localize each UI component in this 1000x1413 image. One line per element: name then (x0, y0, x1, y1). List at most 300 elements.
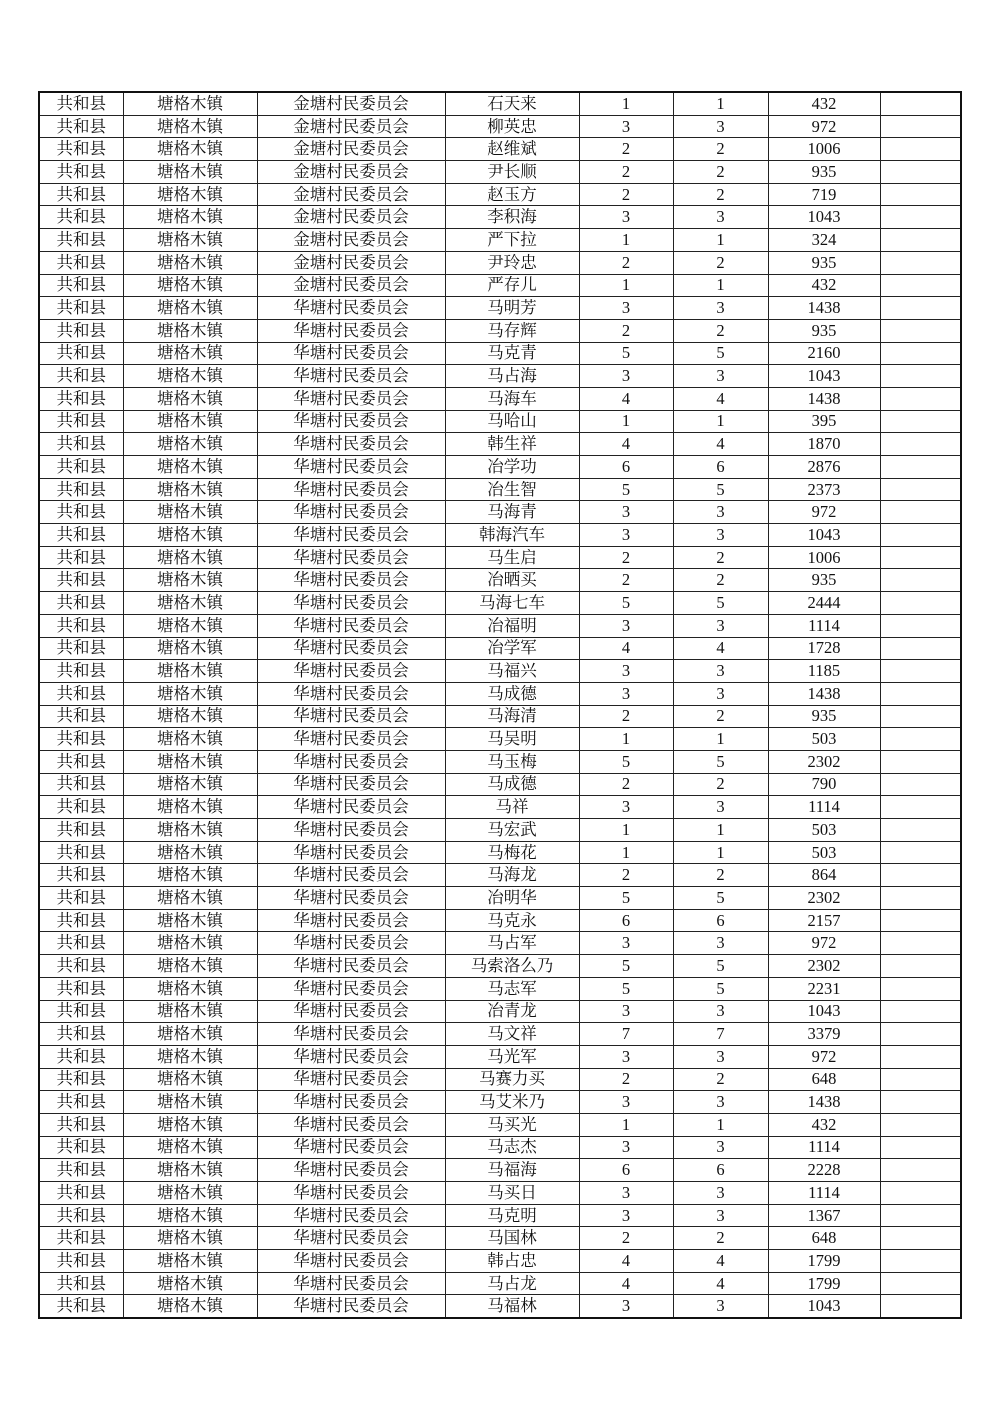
town-cell: 塘格木镇 (123, 614, 257, 637)
remark-cell (880, 682, 961, 705)
household-count-cell: 2 (579, 773, 673, 796)
village-committee-cell: 华塘村民委员会 (257, 546, 445, 569)
amount-cell: 2228 (768, 1159, 880, 1182)
person-count-cell: 1 (673, 229, 768, 252)
village-committee-cell: 华塘村民委员会 (257, 1159, 445, 1182)
county-cell: 共和县 (39, 1227, 123, 1250)
household-count-cell: 2 (579, 864, 673, 887)
county-cell: 共和县 (39, 410, 123, 433)
county-cell: 共和县 (39, 1295, 123, 1318)
village-committee-cell: 华塘村民委员会 (257, 592, 445, 615)
table-row (39, 501, 961, 524)
amount-cell: 935 (768, 569, 880, 592)
village-committee-cell: 金塘村民委员会 (257, 138, 445, 161)
amount-cell: 503 (768, 819, 880, 842)
person-count-cell: 2 (673, 705, 768, 728)
person-count-cell: 4 (673, 1272, 768, 1295)
household-count-cell: 3 (579, 1136, 673, 1159)
table-row (39, 1250, 961, 1273)
household-count-cell: 2 (579, 319, 673, 342)
amount-cell: 1114 (768, 1182, 880, 1205)
name-cell: 马国林 (445, 1227, 579, 1250)
amount-cell: 1728 (768, 637, 880, 660)
person-count-cell: 5 (673, 342, 768, 365)
name-cell: 李积海 (445, 206, 579, 229)
village-committee-cell: 华塘村民委员会 (257, 387, 445, 410)
household-count-cell: 3 (579, 1091, 673, 1114)
person-count-cell: 1 (673, 92, 768, 115)
town-cell: 塘格木镇 (123, 546, 257, 569)
name-cell: 马海青 (445, 501, 579, 524)
town-cell: 塘格木镇 (123, 819, 257, 842)
household-count-cell: 4 (579, 387, 673, 410)
name-cell: 马宏武 (445, 819, 579, 842)
town-cell: 塘格木镇 (123, 728, 257, 751)
remark-cell (880, 1023, 961, 1046)
village-committee-cell: 金塘村民委员会 (257, 274, 445, 297)
town-cell: 塘格木镇 (123, 92, 257, 115)
county-cell: 共和县 (39, 796, 123, 819)
county-cell: 共和县 (39, 1091, 123, 1114)
village-committee-cell: 华塘村民委员会 (257, 1045, 445, 1068)
remark-cell (880, 614, 961, 637)
remark-cell (880, 932, 961, 955)
town-cell: 塘格木镇 (123, 569, 257, 592)
person-count-cell: 2 (673, 1068, 768, 1091)
town-cell: 塘格木镇 (123, 1295, 257, 1318)
table-row (39, 546, 961, 569)
household-count-cell: 1 (579, 92, 673, 115)
person-count-cell: 2 (673, 183, 768, 206)
table-row (39, 1045, 961, 1068)
household-count-cell: 5 (579, 342, 673, 365)
household-count-cell: 1 (579, 841, 673, 864)
remark-cell (880, 819, 961, 842)
county-cell: 共和县 (39, 546, 123, 569)
household-count-cell: 5 (579, 977, 673, 1000)
remark-cell (880, 206, 961, 229)
county-cell: 共和县 (39, 977, 123, 1000)
amount-cell: 1799 (768, 1272, 880, 1295)
household-count-cell: 2 (579, 138, 673, 161)
county-cell: 共和县 (39, 524, 123, 547)
town-cell: 塘格木镇 (123, 524, 257, 547)
table-body (39, 92, 961, 1318)
town-cell: 塘格木镇 (123, 887, 257, 910)
remark-cell (880, 864, 961, 887)
village-committee-cell: 华塘村民委员会 (257, 433, 445, 456)
name-cell: 冶福明 (445, 614, 579, 637)
name-cell: 柳英忠 (445, 115, 579, 138)
village-committee-cell: 华塘村民委员会 (257, 1023, 445, 1046)
remark-cell (880, 1113, 961, 1136)
remark-cell (880, 1091, 961, 1114)
amount-cell: 1367 (768, 1204, 880, 1227)
table-row (39, 909, 961, 932)
county-cell: 共和县 (39, 887, 123, 910)
table-row (39, 1182, 961, 1205)
household-count-cell: 3 (579, 1295, 673, 1318)
county-cell: 共和县 (39, 92, 123, 115)
county-cell: 共和县 (39, 501, 123, 524)
name-cell: 马文祥 (445, 1023, 579, 1046)
remark-cell (880, 342, 961, 365)
village-committee-cell: 金塘村民委员会 (257, 229, 445, 252)
amount-cell: 503 (768, 728, 880, 751)
amount-cell: 2157 (768, 909, 880, 932)
remark-cell (880, 92, 961, 115)
village-committee-cell: 华塘村民委员会 (257, 524, 445, 547)
village-committee-cell: 金塘村民委员会 (257, 183, 445, 206)
person-count-cell: 3 (673, 1000, 768, 1023)
town-cell: 塘格木镇 (123, 1136, 257, 1159)
town-cell: 塘格木镇 (123, 387, 257, 410)
name-cell: 马占海 (445, 365, 579, 388)
remark-cell (880, 1000, 961, 1023)
name-cell: 马存辉 (445, 319, 579, 342)
town-cell: 塘格木镇 (123, 1159, 257, 1182)
household-count-cell: 3 (579, 501, 673, 524)
county-cell: 共和县 (39, 1113, 123, 1136)
remark-cell (880, 524, 961, 547)
amount-cell: 1043 (768, 1000, 880, 1023)
town-cell: 塘格木镇 (123, 864, 257, 887)
person-count-cell: 5 (673, 977, 768, 1000)
town-cell: 塘格木镇 (123, 161, 257, 184)
table-row (39, 251, 961, 274)
remark-cell (880, 478, 961, 501)
remark-cell (880, 977, 961, 1000)
remark-cell (880, 1068, 961, 1091)
name-cell: 马海七车 (445, 592, 579, 615)
person-count-cell: 1 (673, 841, 768, 864)
village-committee-cell: 华塘村民委员会 (257, 501, 445, 524)
person-count-cell: 2 (673, 251, 768, 274)
household-count-cell: 4 (579, 433, 673, 456)
household-count-cell: 5 (579, 592, 673, 615)
name-cell: 马志杰 (445, 1136, 579, 1159)
person-count-cell: 2 (673, 569, 768, 592)
person-count-cell: 4 (673, 433, 768, 456)
household-count-cell: 3 (579, 206, 673, 229)
town-cell: 塘格木镇 (123, 660, 257, 683)
county-cell: 共和县 (39, 342, 123, 365)
table-row (39, 773, 961, 796)
village-committee-cell: 华塘村民委员会 (257, 410, 445, 433)
person-count-cell: 5 (673, 478, 768, 501)
village-committee-cell: 金塘村民委员会 (257, 92, 445, 115)
table-row (39, 1136, 961, 1159)
village-committee-cell: 华塘村民委员会 (257, 977, 445, 1000)
household-count-cell: 3 (579, 682, 673, 705)
town-cell: 塘格木镇 (123, 319, 257, 342)
household-count-cell: 1 (579, 728, 673, 751)
table-row (39, 206, 961, 229)
remark-cell (880, 841, 961, 864)
table-row (39, 660, 961, 683)
name-cell: 冶学功 (445, 456, 579, 479)
amount-cell: 648 (768, 1227, 880, 1250)
person-count-cell: 3 (673, 1045, 768, 1068)
county-cell: 共和县 (39, 614, 123, 637)
amount-cell: 648 (768, 1068, 880, 1091)
name-cell: 冶晒买 (445, 569, 579, 592)
county-cell: 共和县 (39, 433, 123, 456)
county-cell: 共和县 (39, 682, 123, 705)
remark-cell (880, 115, 961, 138)
remark-cell (880, 1227, 961, 1250)
household-count-cell: 6 (579, 909, 673, 932)
household-count-cell: 2 (579, 183, 673, 206)
village-committee-cell: 华塘村民委员会 (257, 660, 445, 683)
village-committee-cell: 华塘村民委员会 (257, 614, 445, 637)
county-cell: 共和县 (39, 229, 123, 252)
person-count-cell: 3 (673, 501, 768, 524)
village-committee-cell: 华塘村民委员会 (257, 1091, 445, 1114)
remark-cell (880, 501, 961, 524)
person-count-cell: 2 (673, 161, 768, 184)
subsidy-table (38, 91, 962, 1319)
village-committee-cell: 华塘村民委员会 (257, 796, 445, 819)
remark-cell (880, 592, 961, 615)
person-count-cell: 6 (673, 1159, 768, 1182)
person-count-cell: 3 (673, 1182, 768, 1205)
town-cell: 塘格木镇 (123, 501, 257, 524)
table-row (39, 1000, 961, 1023)
amount-cell: 1438 (768, 297, 880, 320)
table-row (39, 138, 961, 161)
household-count-cell: 1 (579, 1113, 673, 1136)
amount-cell: 1870 (768, 433, 880, 456)
table-row (39, 1113, 961, 1136)
name-cell: 石天来 (445, 92, 579, 115)
table-row (39, 1295, 961, 1318)
person-count-cell: 3 (673, 682, 768, 705)
remark-cell (880, 365, 961, 388)
remark-cell (880, 251, 961, 274)
remark-cell (880, 546, 961, 569)
name-cell: 马成德 (445, 682, 579, 705)
household-count-cell: 5 (579, 955, 673, 978)
amount-cell: 1114 (768, 1136, 880, 1159)
town-cell: 塘格木镇 (123, 206, 257, 229)
name-cell: 冶学军 (445, 637, 579, 660)
amount-cell: 2373 (768, 478, 880, 501)
name-cell: 马志军 (445, 977, 579, 1000)
county-cell: 共和县 (39, 138, 123, 161)
person-count-cell: 1 (673, 728, 768, 751)
county-cell: 共和县 (39, 728, 123, 751)
village-committee-cell: 华塘村民委员会 (257, 342, 445, 365)
table-row (39, 456, 961, 479)
remark-cell (880, 183, 961, 206)
town-cell: 塘格木镇 (123, 1227, 257, 1250)
household-count-cell: 1 (579, 229, 673, 252)
person-count-cell: 3 (673, 1204, 768, 1227)
household-count-cell: 3 (579, 1204, 673, 1227)
town-cell: 塘格木镇 (123, 592, 257, 615)
town-cell: 塘格木镇 (123, 955, 257, 978)
amount-cell: 972 (768, 501, 880, 524)
remark-cell (880, 1182, 961, 1205)
village-committee-cell: 华塘村民委员会 (257, 819, 445, 842)
town-cell: 塘格木镇 (123, 841, 257, 864)
town-cell: 塘格木镇 (123, 229, 257, 252)
household-count-cell: 7 (579, 1023, 673, 1046)
table-row (39, 977, 961, 1000)
amount-cell: 432 (768, 1113, 880, 1136)
remark-cell (880, 1136, 961, 1159)
remark-cell (880, 728, 961, 751)
table-row (39, 161, 961, 184)
village-committee-cell: 金塘村民委员会 (257, 251, 445, 274)
town-cell: 塘格木镇 (123, 365, 257, 388)
table-row (39, 365, 961, 388)
person-count-cell: 3 (673, 365, 768, 388)
county-cell: 共和县 (39, 115, 123, 138)
county-cell: 共和县 (39, 955, 123, 978)
amount-cell: 432 (768, 92, 880, 115)
county-cell: 共和县 (39, 387, 123, 410)
name-cell: 马明芳 (445, 297, 579, 320)
name-cell: 马克明 (445, 1204, 579, 1227)
town-cell: 塘格木镇 (123, 909, 257, 932)
name-cell: 马克青 (445, 342, 579, 365)
village-committee-cell: 华塘村民委员会 (257, 1136, 445, 1159)
name-cell: 马福兴 (445, 660, 579, 683)
village-committee-cell: 华塘村民委员会 (257, 319, 445, 342)
remark-cell (880, 705, 961, 728)
person-count-cell: 3 (673, 297, 768, 320)
name-cell: 冶明华 (445, 887, 579, 910)
table-row (39, 297, 961, 320)
person-count-cell: 1 (673, 819, 768, 842)
county-cell: 共和县 (39, 365, 123, 388)
person-count-cell: 5 (673, 592, 768, 615)
table-row (39, 864, 961, 887)
person-count-cell: 3 (673, 932, 768, 955)
county-cell: 共和县 (39, 637, 123, 660)
household-count-cell: 4 (579, 1272, 673, 1295)
amount-cell: 935 (768, 161, 880, 184)
town-cell: 塘格木镇 (123, 705, 257, 728)
town-cell: 塘格木镇 (123, 1272, 257, 1295)
household-count-cell: 6 (579, 1159, 673, 1182)
person-count-cell: 4 (673, 387, 768, 410)
town-cell: 塘格木镇 (123, 1091, 257, 1114)
table-row (39, 750, 961, 773)
county-cell: 共和县 (39, 909, 123, 932)
remark-cell (880, 161, 961, 184)
town-cell: 塘格木镇 (123, 251, 257, 274)
table-row (39, 524, 961, 547)
household-count-cell: 2 (579, 161, 673, 184)
name-cell: 马哈山 (445, 410, 579, 433)
person-count-cell: 4 (673, 637, 768, 660)
village-committee-cell: 华塘村民委员会 (257, 456, 445, 479)
county-cell: 共和县 (39, 1204, 123, 1227)
household-count-cell: 2 (579, 569, 673, 592)
household-count-cell: 5 (579, 887, 673, 910)
village-committee-cell: 华塘村民委员会 (257, 478, 445, 501)
household-count-cell: 5 (579, 478, 673, 501)
amount-cell: 1438 (768, 387, 880, 410)
amount-cell: 864 (768, 864, 880, 887)
village-committee-cell: 华塘村民委员会 (257, 750, 445, 773)
village-committee-cell: 华塘村民委员会 (257, 569, 445, 592)
remark-cell (880, 433, 961, 456)
amount-cell: 2302 (768, 955, 880, 978)
town-cell: 塘格木镇 (123, 183, 257, 206)
town-cell: 塘格木镇 (123, 456, 257, 479)
table-row (39, 478, 961, 501)
remark-cell (880, 1250, 961, 1273)
table-row (39, 1272, 961, 1295)
village-committee-cell: 华塘村民委员会 (257, 1113, 445, 1136)
village-committee-cell: 华塘村民委员会 (257, 887, 445, 910)
person-count-cell: 4 (673, 1250, 768, 1273)
remark-cell (880, 955, 961, 978)
table-row (39, 183, 961, 206)
name-cell: 马福海 (445, 1159, 579, 1182)
village-committee-cell: 华塘村民委员会 (257, 705, 445, 728)
county-cell: 共和县 (39, 841, 123, 864)
amount-cell: 719 (768, 183, 880, 206)
village-committee-cell: 华塘村民委员会 (257, 637, 445, 660)
county-cell: 共和县 (39, 1136, 123, 1159)
village-committee-cell: 华塘村民委员会 (257, 1250, 445, 1273)
table-row (39, 1068, 961, 1091)
village-committee-cell: 华塘村民委员会 (257, 1227, 445, 1250)
county-cell: 共和县 (39, 592, 123, 615)
household-count-cell: 1 (579, 410, 673, 433)
name-cell: 马赛力买 (445, 1068, 579, 1091)
person-count-cell: 1 (673, 274, 768, 297)
town-cell: 塘格木镇 (123, 433, 257, 456)
person-count-cell: 3 (673, 614, 768, 637)
person-count-cell: 5 (673, 750, 768, 773)
town-cell: 塘格木镇 (123, 932, 257, 955)
county-cell: 共和县 (39, 864, 123, 887)
village-committee-cell: 金塘村民委员会 (257, 206, 445, 229)
amount-cell: 432 (768, 274, 880, 297)
village-committee-cell: 华塘村民委员会 (257, 728, 445, 751)
village-committee-cell: 华塘村民委员会 (257, 682, 445, 705)
name-cell: 马梅花 (445, 841, 579, 864)
household-count-cell: 3 (579, 365, 673, 388)
table-row (39, 569, 961, 592)
person-count-cell: 3 (673, 524, 768, 547)
household-count-cell: 1 (579, 274, 673, 297)
table-row (39, 614, 961, 637)
name-cell: 马吴明 (445, 728, 579, 751)
name-cell: 马玉梅 (445, 750, 579, 773)
name-cell: 马占军 (445, 932, 579, 955)
town-cell: 塘格木镇 (123, 1182, 257, 1205)
table-row (39, 887, 961, 910)
amount-cell: 503 (768, 841, 880, 864)
table-row (39, 955, 961, 978)
table-row (39, 1227, 961, 1250)
person-count-cell: 6 (673, 456, 768, 479)
county-cell: 共和县 (39, 183, 123, 206)
county-cell: 共和县 (39, 456, 123, 479)
person-count-cell: 2 (673, 319, 768, 342)
person-count-cell: 2 (673, 773, 768, 796)
name-cell: 赵维斌 (445, 138, 579, 161)
name-cell: 马福林 (445, 1295, 579, 1318)
county-cell: 共和县 (39, 705, 123, 728)
